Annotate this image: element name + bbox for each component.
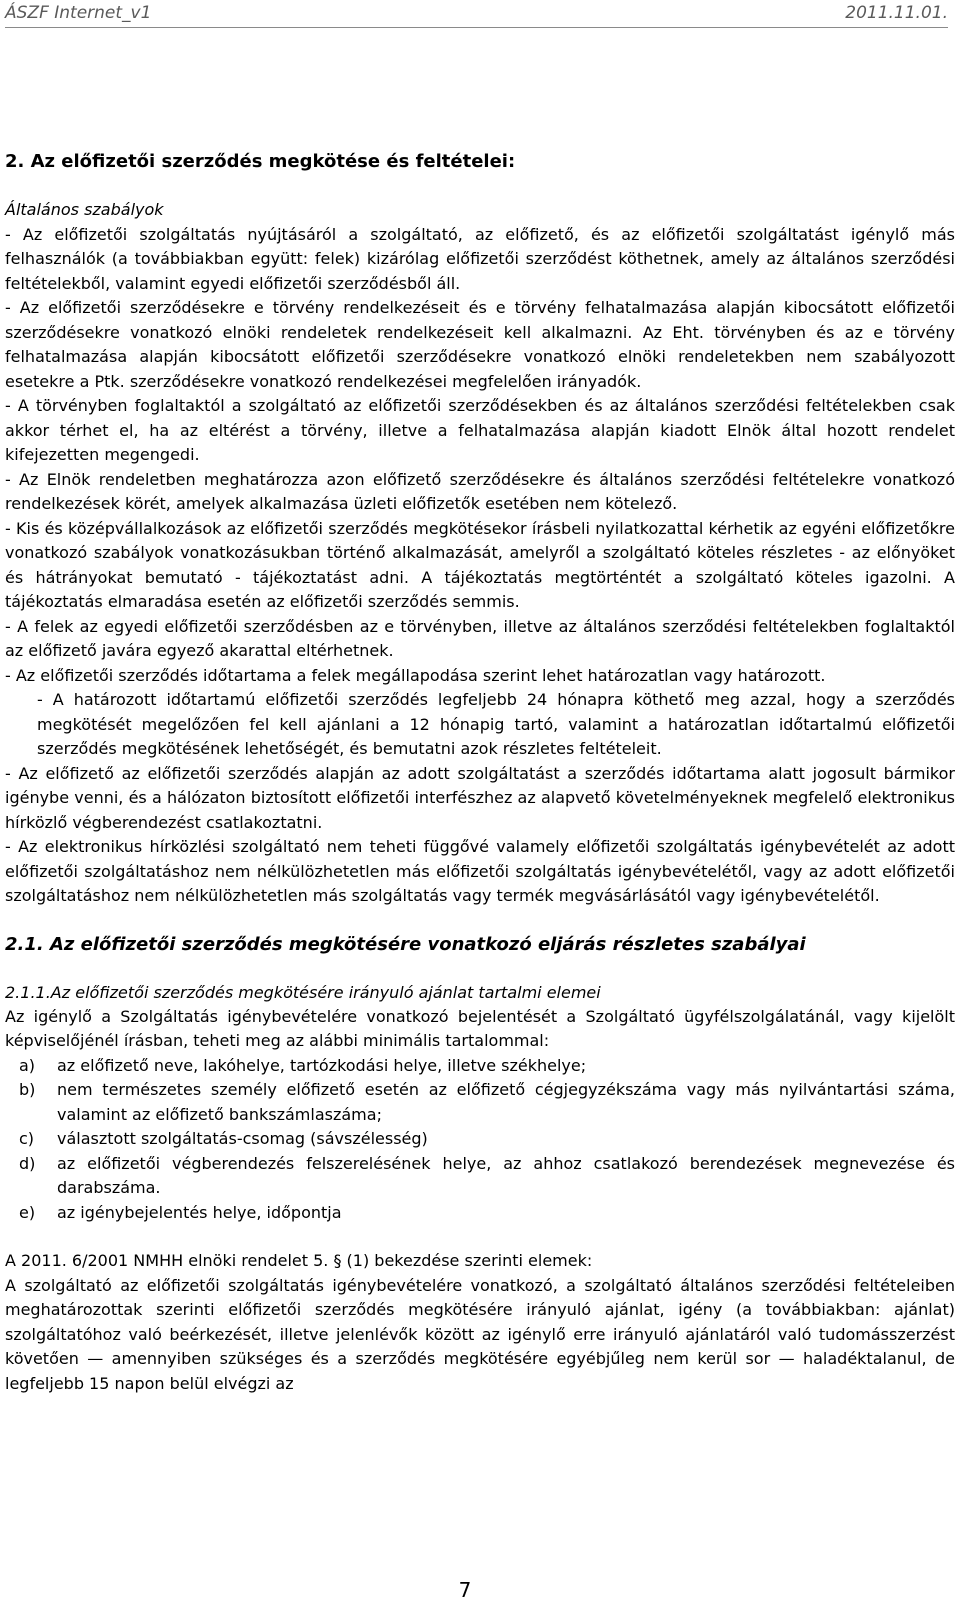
intro-paragraph: Az igénylő a Szolgáltatás igénybevételére vonatkozó bejelentését a Szolgáltató ügyfélszolgálatánál, vagy kijelölt képviselőjénél írásban, teheti meg az alábbi minimális tartalommal: <box>5 1006 955 1050</box>
list-marker: b) <box>19 1080 36 1099</box>
paragraph: - A törvényben foglaltaktól a szolgáltató az előfizetői szerződésekben és az általános szerződési feltételekben csak akkor térhet el, ha az eltérést a törvény, illetve a felhatalmazása alapján kiadott Elnök által hozott rendelet kifejezetten megengedi. <box>5 396 955 464</box>
paragraph: - Az előfizetői szolgáltatás nyújtásáról a szolgáltató, az előfizető, és az előfizetői szolgáltatást igénylő más felhasználók (a továbbiakban együtt: felek) kizárólag előfizetői szerződést köthetnek, amely az általános szerződési feltételekből, valamint egyedi előfizetői szerződésből áll. <box>5 224 955 293</box>
paragraph: - Az előfizetői szerződésekre e törvény rendelkezéseit és e törvény felhatalmazása alapján kibocsátott előfizetői szerződésekre vonatkozó elnöki rendeletek rendelkezéseit kell alkalmazni. Az Eht. törvényben és az e törvény felhatalmazása alapján kibocsátott előfizetői szerződésekre vonatkozó elnöki rendeletekben nem szabályozott esetekre a Ptk. szerződésekre vonatkozó rendelkezései megfelelően irányadók. <box>5 298 955 391</box>
requirements-list <box>5 1054 955 1226</box>
paragraph: - Az Elnök rendeletben meghatározza azon előfizető szerződésekre és általános szerződési feltételekre vonatkozó rendelkezések körét, amelyek alkalmazása üzleti előfizetők esetében nem kötelező. <box>5 469 955 513</box>
page-number: 7 <box>458 1578 472 1602</box>
list-item <box>5 1054 955 1079</box>
subsubsection-title: 2.1.1.Az előfizetői szerződés megkötésére irányuló ajánlat tartalmi elemei <box>5 982 601 1002</box>
header-rule <box>5 27 948 28</box>
list-marker: d) <box>19 1153 36 1173</box>
header-date: 2011.11.01. <box>845 3 948 23</box>
document-body <box>5 150 955 1396</box>
list-item-text: az előfizetői végberendezés felszerelésének helye, az ahhoz csatlakozó berendezések megnevezése és darabszáma. <box>57 1153 955 1197</box>
list-marker: e) <box>19 1202 36 1222</box>
paragraph: - Az elektronikus hírközlési szolgáltató nem teheti függővé valamely előfizetői szolgáltatás igénybevételét az adott előfizetői szolgáltatáshoz nem nélkülözhetetlen más előfizetői szolgáltatás igénybevételétől, vagy az adott előfizetői szolgáltatáshoz nem nélkülözhetetlen más szolgáltatás vagy termék megvásárlásától vagy igénybevételétől. <box>5 837 955 905</box>
general-rules-heading: Általános szabályok <box>5 200 164 219</box>
list-item-text: nem természetes személy előfizető esetén az előfizető cégjegyzékszáma vagy más nyilvántartási száma, valamint az előfizető bankszámlaszáma; <box>57 1080 955 1124</box>
list-item <box>5 1127 955 1152</box>
paragraph: - Kis és középvállalkozások az előfizetői szerződés megkötésekor írásbeli nyilatkozattal kérhetik az egyéni előfizetőkre vonatkozó szabályok vonatkozásukban történő alkalmazását, amelyről a szolgáltató köteles részletes - az előnyöket és hátrányokat bemutató - tájékoztatást adni. A tájékoztatás megtörténtét a szolgáltató köteles igazolni. A tájékoztatás elmaradása esetén az előfizetői szerződés semmis. <box>5 518 955 611</box>
list-item-text: választott szolgáltatás-csomag (sávszélesség) <box>57 1129 428 1148</box>
regulation-reference: A 2011. 6/2001 NMHH elnöki rendelet 5. § (1) bekezdése szerinti elemek: <box>5 1251 593 1270</box>
list-item <box>5 1078 955 1127</box>
page-header <box>0 0 960 32</box>
paragraph: - Az előfizető az előfizetői szerződés alapján az adott szolgáltatást a szerződés időtartama alatt jogosult bármikor igénybe venni, és a hálózaton biztosított előfizetői interfészhez az alapvető követelményeknek megfelelő elektronikus hírközlő végberendezést csatlakoztatni. <box>5 763 955 832</box>
subsection-title: 2.1. Az előfizetői szerződés megkötésére vonatkozó eljárás részletes szabályai <box>5 933 806 955</box>
paragraph: - Az előfizetői szerződés időtartama a felek megállapodása szerint lehet határozatlan vagy határozott. <box>5 665 826 685</box>
list-item-text: az előfizető neve, lakóhelye, tartózkodási helye, illetve székhelye; <box>57 1055 587 1075</box>
header-document-name: ÁSZF Internet_v1 <box>5 3 152 23</box>
list-item <box>5 1201 955 1226</box>
indented-paragraph: - A határozott időtartamú előfizetői szerződés legfeljebb 24 hónapra köthető meg azzal, hogy a szerződés megkötését megelőzően fel kell ajánlani a 12 hónapig tartó, valamint a határozatlan időtartalmú előfizetői szerződés megkötésének lehetőségét, és bemutatni azok részletes feltételeit. <box>37 690 955 758</box>
list-marker: c) <box>19 1129 35 1148</box>
list-marker: a) <box>19 1055 36 1075</box>
paragraph: - A felek az egyedi előfizetői szerződésben az e törvényben, illetve az általános szerződési feltételekben foglaltaktól az előfizető javára egyező akarattal eltérhetnek. <box>5 616 955 660</box>
final-paragraph: A szolgáltató az előfizetői szolgáltatás igénybevételére vonatkozó, a szolgáltató általános szerződési feltételeiben meghatározottak szerinti előfizetői szerződés megkötésére irányuló ajánlat, igény (a továbbiakban: ajánlat) szolgáltatóhoz való beérkezését, illetve jelenlévők között az igénylő erre irányuló ajánlatáról való tudomásszerzést követően — amennyiben szükséges és a szerződés megkötésére egyébjűleg nem kerül sor — haladéktalanul, de legfeljebb 15 napon belül elvégzi az <box>5 1275 955 1393</box>
list-item <box>5 1152 955 1201</box>
section-title: 2. Az előfizetői szerződés megkötése és feltételei: <box>5 151 516 172</box>
list-item-text: az igénybejelentés helye, időpontja <box>57 1202 342 1222</box>
